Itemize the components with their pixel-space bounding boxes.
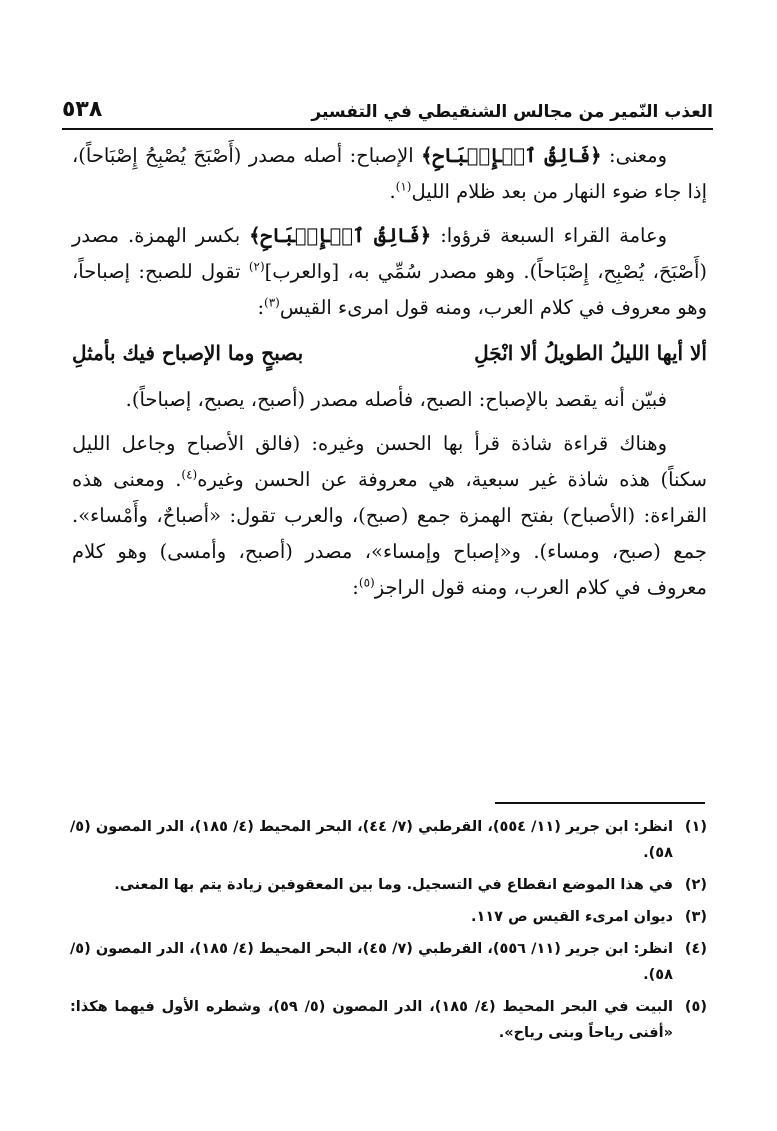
footnote-text: ديوان امرىء القيس ص ١١٧. — [470, 909, 673, 925]
paragraph-2-text-2: تقول للصبح: إصباحاً، وهو معروف في كلام العرب، ومنه قول امرىء القيس — [72, 260, 707, 319]
paragraph-4-suffix: : — [352, 576, 359, 599]
footnote-text: البيت في البحر المحيط (٤/ ١٨٥)، الدر المصون (٥/ ٥٩)، وشطره الأول فيهما هكذا: «أفنى رياحاً وبنى رياح». — [70, 999, 673, 1041]
paragraph-2-suffix: : — [257, 296, 265, 319]
footnote-2 — [70, 872, 707, 898]
paragraph-2-text: بكسر الهمزة. مصدر (أَصْبَحَ، يُصْبِح، إِصْبَاحاً). وهو مصدر سُمِّي به، [والعرب] — [72, 224, 707, 283]
footnote-ref-5[interactable]: (٥) — [358, 575, 375, 590]
paragraph-2-prefix: وعامة القراء السبعة قرؤوا: — [431, 224, 668, 247]
paragraph-1 — [72, 138, 707, 210]
paragraph-3-text: فبيّن أنه يقصد بالإصباح: الصبح، فأصله مصدر (أصبح، يصبح، إصباحاً). — [125, 388, 667, 411]
footnote-number: (٥) — [684, 999, 707, 1015]
paragraph-1-suffix: . — [389, 180, 396, 203]
footnote-5 — [70, 994, 707, 1046]
verse-first-hemistich: ألا أيها الليلُ الطويلُ ألا انْجَلِ — [474, 341, 707, 365]
footnote-text: انظر: ابن جرير (١١/ ٥٥٤)، القرطبي (٧/ ٤٤)، البحر المحيط (٤/ ١٨٥)، الدر المصون (٥/ ٥٨). — [70, 819, 673, 861]
paragraph-4-text-2: . ومعنى هذه القراءة: (الأصباح) بفتح الهمزة جمع (صبح)، والعرب تقول: «أصباحٌ، وأَمْساء». جمع (صبح، ومساء). و«إصباح وإمساء»، مصدر (أصبح، وأمسى) وهو كلام معروف في كلام العرب، ومنه قول الراجز — [72, 468, 707, 599]
footnote-text: في هذا الموضع انقطاع في التسجيل. وما بين المعقوفين زيادة يتم بها المعنى. — [114, 877, 673, 893]
footnote-ref-3[interactable]: (٣) — [264, 295, 280, 310]
footnote-ref-4[interactable]: (٤) — [181, 467, 198, 482]
footnote-ref-2[interactable]: (٢) — [248, 259, 265, 274]
footnote-1 — [70, 814, 707, 866]
footnote-3 — [70, 904, 707, 930]
paragraph-4 — [72, 426, 707, 606]
running-title: العذب النّمير من مجالس الشنقيطي في التفسير — [311, 102, 713, 122]
verse-second-hemistich: بصبحٍ وما الإصباح فيك بأمثلِ — [72, 341, 304, 365]
footnote-4 — [70, 936, 707, 988]
page-header — [62, 88, 713, 130]
paragraph-1-text: الإصباح: أصله مصدر (أَصْبَحَ يُصْبِحُ إِصْبَاحاً)، إذا جاء ضوء النهار من بعد ظلام الليل — [72, 144, 707, 203]
footnote-number: (٤) — [684, 941, 707, 957]
poetry-verse — [72, 334, 707, 372]
page-body — [72, 138, 707, 614]
quran-quote-2: ﴿فَالِقُ ٱلۡإِصۡبَاحِ﴾ — [249, 224, 432, 247]
paragraph-3 — [72, 382, 707, 418]
footnote-number: (٣) — [684, 909, 707, 925]
quran-quote-1: ﴿فَالِقُ ٱلۡإِصۡبَاحِ﴾ — [421, 144, 602, 167]
footnote-ref-1[interactable]: (١) — [395, 179, 412, 194]
paragraph-2 — [72, 218, 707, 326]
paragraph-1-prefix: ومعنى: — [601, 144, 667, 167]
footnote-text: انظر: ابن جرير (١١/ ٥٥٦)، القرطبي (٧/ ٤٥)، البحر المحيط (٤/ ١٨٥)، الدر المصون (٥/ ٥٨). — [70, 941, 673, 983]
page-number: ٥٣٨ — [62, 97, 103, 122]
footnote-divider — [495, 802, 705, 804]
paragraph-4-text: وهناك قراءة شاذة قرأ بها الحسن وغيره: (فالق الأصباح وجاعل الليل سكناً) هذه شاذة غير سبعية، هي معروفة عن الحسن وغيره — [72, 432, 708, 491]
footnote-number: (١) — [684, 819, 707, 835]
footnote-number: (٢) — [684, 877, 707, 893]
footnotes — [70, 814, 707, 1052]
